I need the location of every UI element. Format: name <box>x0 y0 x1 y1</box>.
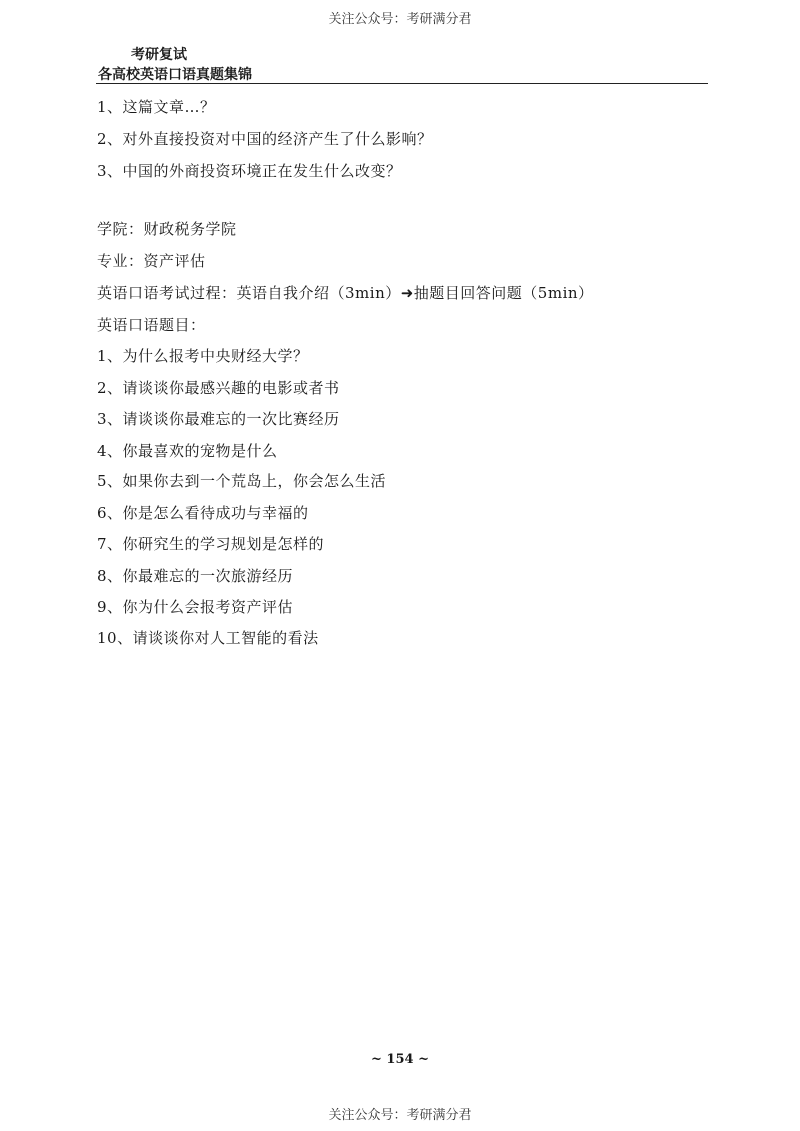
question-6: 6、你是怎么看待成功与幸福的 <box>97 504 309 522</box>
question-3: 3、请谈谈你最难忘的一次比赛经历 <box>97 410 340 428</box>
prev-question-2: 2、对外直接投资对中国的经济产生了什么影响？ <box>97 130 433 148</box>
major-line: 专业：资产评估 <box>97 252 206 270</box>
bottom-banner: 关注公众号：考研满分君 <box>328 1108 472 1123</box>
prev-question-3: 3、中国的外商投资环境正在发生什么改变？ <box>97 162 402 180</box>
page-number: ~ 154 ~ <box>371 1052 429 1067</box>
top-banner: 关注公众号：考研满分君 <box>328 12 472 27</box>
header-title: 考研复试 <box>131 47 187 63</box>
question-10: 10、请谈谈你对人工智能的看法 <box>97 629 319 647</box>
question-4: 4、你最喜欢的宠物是什么 <box>97 442 278 460</box>
question-9: 9、你为什么会报考资产评估 <box>97 598 294 616</box>
header-rule <box>96 83 708 84</box>
question-1: 1、为什么报考中央财经大学？ <box>97 347 309 365</box>
questions-heading: 英语口语题目： <box>97 316 206 334</box>
question-2: 2、请谈谈你最感兴趣的电影或者书 <box>97 379 340 397</box>
college-line: 学院：财政税务学院 <box>97 220 237 238</box>
header-subtitle: 各高校英语口语真题集锦 <box>98 67 252 83</box>
prev-question-1: 1、这篇文章…？ <box>97 98 216 116</box>
question-7: 7、你研究生的学习规划是怎样的 <box>97 535 325 553</box>
exam-process-line: 英语口语考试过程：英语自我介绍（3min）➜抽题目回答问题（5min） <box>97 284 594 302</box>
question-8: 8、你最难忘的一次旅游经历 <box>97 567 294 585</box>
question-5: 5、如果你去到一个荒岛上，你会怎么生活 <box>97 472 387 490</box>
